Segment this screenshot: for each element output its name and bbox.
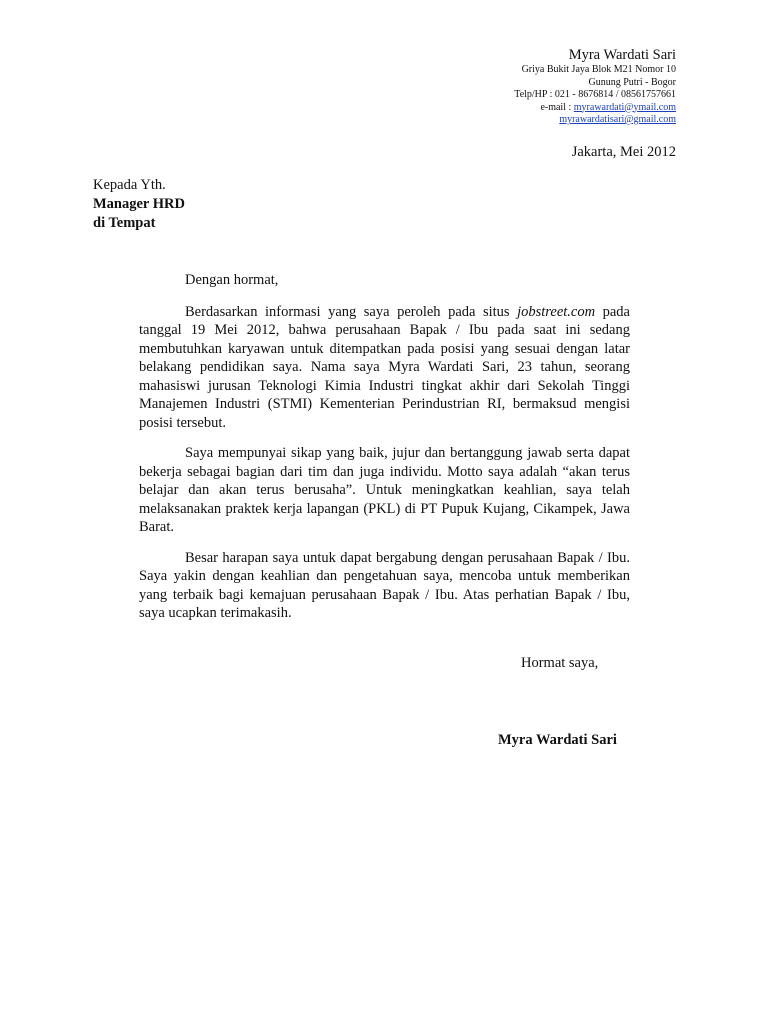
- salutation: Dengan hormat,: [185, 272, 279, 288]
- recipient-greeting: Kepada Yth.: [93, 177, 166, 193]
- sender-email-row: [514, 102, 676, 115]
- paragraph-3: Besar harapan saya untuk dapat bergabung dengan perusahaan Bapak / Ibu. Saya yakin dengan keahlian dan pengetahuan saya, mencoba untuk memberikan yang terbaik bagi kemajuan perusahaan Bapak / Ibu. Atas perhatian Bapak / Ibu, saya ucapkan terimakasih.: [139, 549, 630, 621]
- paragraph-1-start: Berdasarkan informasi yang saya peroleh pada situs: [185, 303, 518, 320]
- sender-address-line1: Griya Bukit Jaya Blok M21 Nomor 10: [521, 64, 676, 75]
- sender-email-link-1[interactable]: myrawardati@ymail.com: [573, 101, 676, 113]
- letter-body: [139, 271, 630, 635]
- paragraph-1-rest: pada tanggal 19 Mei 2012, bahwa perusahaan Bapak / Ibu pada saat ini sedang membutuhkan karyawan untuk ditempatkan pada posisi yang sesuai dengan latar belakang pendidikan saya. Nama saya Myra Wardati Sari, 23 tahun, seorang mahasiswi jurusan Teknologi Kimia Industri tingkat akhir dari Sekolah Tinggi Manajemen Industri (STMI) Kementerian Perindustrian RI, bermaksud mengisi posisi tersebut.: [139, 303, 630, 431]
- sender-name: Myra Wardati Sari: [568, 47, 676, 63]
- sender-address-line2: Gunung Putri - Bogor: [588, 76, 676, 88]
- job-site-name: jobstreet.com: [517, 303, 596, 320]
- recipient-location: di Tempat: [93, 215, 156, 231]
- paragraph-1: [139, 303, 630, 433]
- sender-email-label: e-mail :: [540, 101, 574, 113]
- signature-name: Myra Wardati Sari: [498, 732, 617, 748]
- sender-block: [514, 46, 676, 127]
- sender-email-row-2: [514, 114, 676, 127]
- recipient-block: [93, 176, 185, 233]
- letter-date: Jakarta, Mei 2012: [571, 144, 676, 160]
- closing: Hormat saya,: [521, 655, 599, 671]
- sender-email-link-2[interactable]: myrawardatisari@gmail.com: [559, 114, 676, 125]
- paragraph-2: Saya mempunyai sikap yang baik, jujur dan bertanggung jawab serta dapat bekerja sebagai bagian dari tim dan juga individu. Motto saya adalah “akan terus belajar dan akan terus berusaha”. Untuk meningkatkan keahlian, saya telah melaksanakan praktek kerja lapangan (PKL) di PT Pupuk Kujang, Cikampek, Jawa Barat.: [139, 445, 630, 535]
- sender-phone: Telp/HP : 021 - 8676814 / 08561757661: [514, 89, 676, 100]
- recipient-title: Manager HRD: [93, 196, 185, 212]
